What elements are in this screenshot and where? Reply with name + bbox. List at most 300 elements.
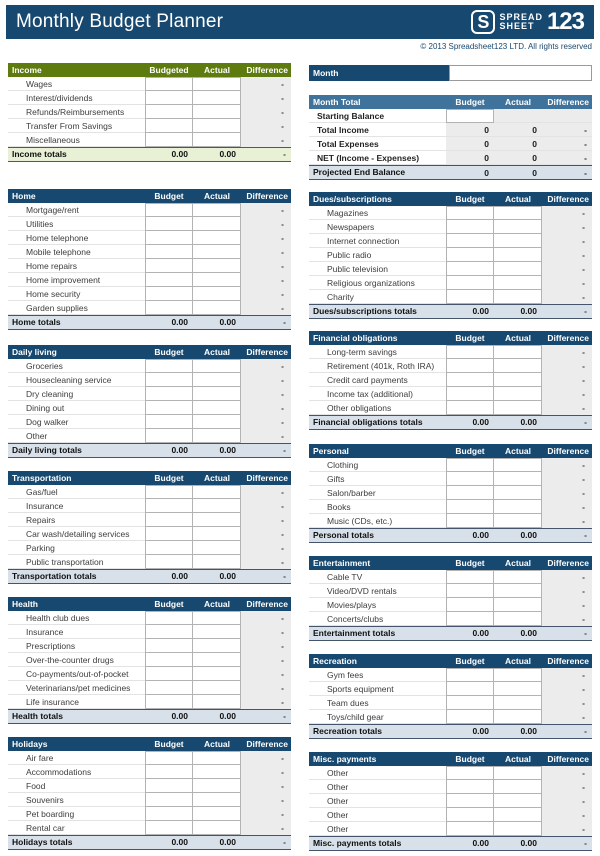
difference-value: - [241,217,291,231]
actual-input[interactable] [193,217,241,231]
difference-value: - [241,359,291,373]
actual-input[interactable] [494,458,542,472]
actual-input[interactable] [193,821,241,835]
section-daily-living [8,345,291,458]
totals-difference: - [283,445,286,455]
actual-input[interactable] [193,373,241,387]
actual-input[interactable] [193,527,241,541]
budget-row [309,486,592,500]
budget-row [8,105,291,119]
budget-row [309,359,592,373]
actual-input[interactable] [494,682,542,696]
totals-row [309,528,592,543]
row-label: Veterinarians/pet medicines [8,681,145,695]
totals-budget: 0.00 [171,445,188,455]
difference-value: - [542,472,592,486]
logo-word-top: SPREAD [499,12,543,22]
difference-value: - [241,77,291,91]
actual-input[interactable] [193,499,241,513]
budget-input[interactable] [446,696,494,710]
budget-input[interactable] [446,822,494,836]
totals-label: Daily living totals [12,445,82,455]
budget-row [8,373,291,387]
column-header-actual: Actual [204,473,230,483]
budget-input[interactable] [145,793,193,807]
row-label: Pet boarding [8,807,145,821]
budget-row [309,276,592,290]
actual-input[interactable] [193,667,241,681]
actual-input[interactable] [193,485,241,499]
totals-difference: - [283,711,286,721]
budget-row [309,808,592,822]
budget-input[interactable] [446,458,494,472]
actual-input[interactable] [494,206,542,220]
actual-input[interactable] [494,822,542,836]
budget-input[interactable] [145,373,193,387]
row-label: Wages [8,77,145,91]
budget-row [309,794,592,808]
row-label: Other [309,808,446,822]
difference-value: - [542,206,592,220]
totals-label: Entertainment totals [313,628,396,638]
page-title: Monthly Budget Planner [16,11,224,32]
actual-input[interactable] [193,765,241,779]
budget-input[interactable] [446,290,494,304]
budget-input[interactable] [145,259,193,273]
budget-row [309,710,592,724]
actual-input[interactable] [494,290,542,304]
budget-input[interactable] [145,751,193,765]
budget-input[interactable] [446,373,494,387]
budget-input[interactable] [145,287,193,301]
summary-row-net [309,151,592,165]
budget-input[interactable] [145,821,193,835]
section-header [309,444,592,458]
column-header-actual: Actual [204,65,230,75]
totals-budget: 0 [484,168,489,178]
actual-input[interactable] [193,387,241,401]
budget-input[interactable] [446,514,494,528]
budget-input[interactable] [145,513,193,527]
section-header [309,752,592,766]
section-title: Month Total [313,97,361,107]
actual-input[interactable] [193,513,241,527]
difference-value: - [241,793,291,807]
row-label: Other [309,780,446,794]
budget-input[interactable] [446,500,494,514]
row-label: Mortgage/rent [8,203,145,217]
difference-value: - [241,373,291,387]
row-label: Prescriptions [8,639,145,653]
column-header-actual: Actual [204,347,230,357]
section-header [309,654,592,668]
budget-input[interactable] [145,77,193,91]
budget-row [8,287,291,301]
budget-input[interactable] [145,499,193,513]
budget-row [309,206,592,220]
budget-input[interactable] [145,231,193,245]
section-health [8,597,291,724]
budget-input[interactable] [145,429,193,443]
totals-budget: 0.00 [171,317,188,327]
difference-value: - [241,105,291,119]
actual-input[interactable] [494,612,542,626]
difference-value: - [542,500,592,514]
budget-row [8,485,291,499]
row-label: Public radio [309,248,446,262]
budget-row [8,203,291,217]
difference-value: - [241,203,291,217]
actual-input[interactable] [494,570,542,584]
totals-budget: 0.00 [171,711,188,721]
budget-input[interactable] [446,220,494,234]
row-label: Co-payments/out-of-pocket [8,667,145,681]
budget-input[interactable] [446,682,494,696]
actual-input[interactable] [193,401,241,415]
budget-input[interactable] [145,667,193,681]
difference-value: - [241,639,291,653]
row-label: Repairs [8,513,145,527]
budget-input[interactable] [145,779,193,793]
budget-input[interactable] [145,527,193,541]
totals-label: Dues/subscriptions totals [313,306,417,316]
totals-row [8,315,291,330]
row-label: Over-the-counter drugs [8,653,145,667]
budget-input[interactable] [446,668,494,682]
budget-input[interactable] [145,91,193,105]
budget-input[interactable] [145,273,193,287]
actual-input[interactable] [193,555,241,569]
right-column [309,63,592,851]
actual-input[interactable] [193,259,241,273]
totals-row [8,569,291,584]
actual-input[interactable] [494,584,542,598]
column-header-budget: Budget [154,347,184,357]
difference-value: - [241,301,291,315]
actual-input[interactable] [494,345,542,359]
difference-value: - [241,387,291,401]
difference-value: - [241,625,291,639]
budget-input[interactable] [446,808,494,822]
section-misc-payments [309,752,592,851]
actual-input[interactable] [193,611,241,625]
budget-input[interactable] [145,119,193,133]
row-label: Clothing [309,458,446,472]
budget-input[interactable] [446,345,494,359]
budget-input[interactable] [145,765,193,779]
budget-input[interactable] [446,359,494,373]
actual-input[interactable] [494,276,542,290]
difference-value: - [241,667,291,681]
actual-input[interactable] [494,220,542,234]
actual-input[interactable] [494,598,542,612]
budget-input[interactable] [145,611,193,625]
row-label: Dog walker [8,415,145,429]
budget-input[interactable] [145,217,193,231]
budget-input[interactable] [145,555,193,569]
row-label: Food [8,779,145,793]
budget-input[interactable] [446,472,494,486]
row-label: Home telephone [8,231,145,245]
budget-row [309,401,592,415]
actual-input[interactable] [494,373,542,387]
actual-input[interactable] [193,695,241,709]
actual-input[interactable] [494,794,542,808]
budget-input[interactable] [145,541,193,555]
difference-value: - [542,612,592,626]
budget-input[interactable] [446,584,494,598]
totals-difference: - [584,628,587,638]
section-header [309,556,592,570]
difference-value: - [542,234,592,248]
actual-input[interactable] [193,681,241,695]
actual-value: 0 [494,151,542,165]
row-label: Home security [8,287,145,301]
column-header-difference: Difference [246,739,288,749]
actual-input[interactable] [494,262,542,276]
budget-input[interactable] [145,485,193,499]
budget-input[interactable] [446,262,494,276]
actual-input[interactable] [193,359,241,373]
difference-value: - [542,373,592,387]
budget-input[interactable] [446,206,494,220]
summary-row-starting-balance [309,109,592,123]
totals-budget: 0.00 [472,306,489,316]
totals-difference: - [283,571,286,581]
difference-value: - [241,527,291,541]
actual-input[interactable] [193,91,241,105]
budget-input[interactable] [446,486,494,500]
column-header-budget: Budget [154,739,184,749]
totals-label: Income totals [12,149,67,159]
row-label: Charity [309,290,446,304]
budget-row [309,234,592,248]
column-header-actual: Actual [505,754,531,764]
actual-input[interactable] [494,401,542,415]
section-title: Income [12,65,42,75]
difference-value: - [241,119,291,133]
totals-label: Projected End Balance [313,167,406,177]
actual-input[interactable] [193,415,241,429]
actual-input[interactable] [193,105,241,119]
actual-input[interactable] [193,301,241,315]
difference-value: - [241,485,291,499]
totals-actual: 0.00 [219,571,236,581]
budget-input[interactable] [145,415,193,429]
budget-input[interactable] [145,401,193,415]
budget-input[interactable] [446,248,494,262]
budget-input[interactable] [145,245,193,259]
actual-input[interactable] [193,273,241,287]
difference-value: - [241,401,291,415]
row-label: Transfer From Savings [8,119,145,133]
actual-input[interactable] [193,429,241,443]
row-label: Music (CDs, etc.) [309,514,446,528]
budget-row [309,696,592,710]
totals-label: Recreation totals [313,726,382,736]
budget-input[interactable] [145,359,193,373]
budget-row [309,570,592,584]
budget-input[interactable] [145,639,193,653]
totals-difference: - [283,149,286,159]
actual-input[interactable] [494,472,542,486]
actual-input[interactable] [494,387,542,401]
actual-input[interactable] [193,245,241,259]
totals-actual: 0.00 [520,838,537,848]
budget-row [8,639,291,653]
row-label: Life insurance [8,695,145,709]
difference-value: - [542,387,592,401]
column-header-difference: Difference [547,446,589,456]
actual-input[interactable] [494,500,542,514]
actual-input[interactable] [193,751,241,765]
actual-input[interactable] [193,653,241,667]
section-recreation [309,654,592,739]
budget-row [8,765,291,779]
column-header-budget: Budget [154,191,184,201]
budget-input[interactable] [145,807,193,821]
totals-difference: - [584,726,587,736]
actual-input[interactable] [193,625,241,639]
budget-row [8,527,291,541]
totals-row [8,443,291,458]
column-header-difference: Difference [246,191,288,201]
actual-input[interactable] [193,793,241,807]
actual-input[interactable] [193,779,241,793]
budget-row [309,387,592,401]
actual-input[interactable] [193,807,241,821]
content-columns [0,63,600,851]
actual-input[interactable] [494,668,542,682]
budget-input[interactable] [145,681,193,695]
budget-row [8,513,291,527]
actual-input[interactable] [193,77,241,91]
row-label: Insurance [8,625,145,639]
actual-input[interactable] [494,696,542,710]
actual-input[interactable] [494,808,542,822]
actual-input[interactable] [193,287,241,301]
budget-row [309,220,592,234]
budget-input[interactable] [145,695,193,709]
totals-actual: 0.00 [219,837,236,847]
totals-actual: 0 [532,168,537,178]
row-label: Gym fees [309,668,446,682]
totals-label: Home totals [12,317,61,327]
actual-input[interactable] [494,514,542,528]
actual-input[interactable] [494,780,542,794]
title-bar [6,5,594,39]
budget-row [8,807,291,821]
budget-input[interactable] [145,203,193,217]
column-header-difference: Difference [547,558,589,568]
budget-input[interactable] [446,570,494,584]
section-header [309,192,592,206]
budget-input[interactable] [145,133,193,147]
row-label: Rental car [8,821,145,835]
starting-balance-input[interactable] [446,109,494,123]
budget-row [8,625,291,639]
budget-input[interactable] [446,598,494,612]
row-label: Refunds/Reimbursements [8,105,145,119]
budget-row [8,695,291,709]
budget-row [309,290,592,304]
budget-input[interactable] [446,612,494,626]
budget-input[interactable] [446,710,494,724]
actual-input[interactable] [494,248,542,262]
actual-input[interactable] [193,639,241,653]
actual-input[interactable] [494,486,542,500]
difference-value: - [241,499,291,513]
column-header-difference: Difference [246,599,288,609]
totals-difference: - [584,417,587,427]
budget-row [309,472,592,486]
difference-value: - [241,695,291,709]
row-label: Groceries [8,359,145,373]
column-header-difference: Difference [547,97,589,107]
row-label: Parking [8,541,145,555]
budget-input[interactable] [145,653,193,667]
budget-input[interactable] [446,794,494,808]
budget-input[interactable] [446,234,494,248]
actual-input[interactable] [193,231,241,245]
budget-input[interactable] [145,301,193,315]
section-title: Financial obligations [313,333,398,343]
difference-value: - [542,458,592,472]
budget-input[interactable] [446,766,494,780]
actual-input[interactable] [193,119,241,133]
totals-actual: 0.00 [520,417,537,427]
budget-row [309,766,592,780]
logo-s-icon: S [471,10,495,34]
row-label: Other [8,429,145,443]
row-label: Movies/plays [309,598,446,612]
difference-value: - [241,807,291,821]
budget-input[interactable] [446,401,494,415]
actual-input[interactable] [193,133,241,147]
budget-input[interactable] [145,105,193,119]
section-header [8,471,291,485]
budget-input[interactable] [446,780,494,794]
actual-input[interactable] [193,541,241,555]
actual-value: 0 [494,137,542,151]
budget-row [8,273,291,287]
actual-input[interactable] [494,359,542,373]
column-header-actual: Actual [204,739,230,749]
budget-row [8,555,291,569]
budget-input[interactable] [446,387,494,401]
budget-input[interactable] [145,387,193,401]
difference-value: - [241,273,291,287]
difference-value: - [542,780,592,794]
actual-input[interactable] [494,234,542,248]
budget-row [8,301,291,315]
budget-input[interactable] [446,276,494,290]
actual-cell [494,109,542,123]
budget-row [8,653,291,667]
row-label: Starting Balance [309,109,446,123]
budget-input[interactable] [145,625,193,639]
row-label: Other [309,766,446,780]
budget-row [8,259,291,273]
actual-input[interactable] [494,710,542,724]
budget-row [8,231,291,245]
actual-input[interactable] [193,203,241,217]
difference-value: - [241,415,291,429]
row-label: Utilities [8,217,145,231]
actual-input[interactable] [494,766,542,780]
totals-row [8,147,291,162]
month-input[interactable] [449,65,592,81]
